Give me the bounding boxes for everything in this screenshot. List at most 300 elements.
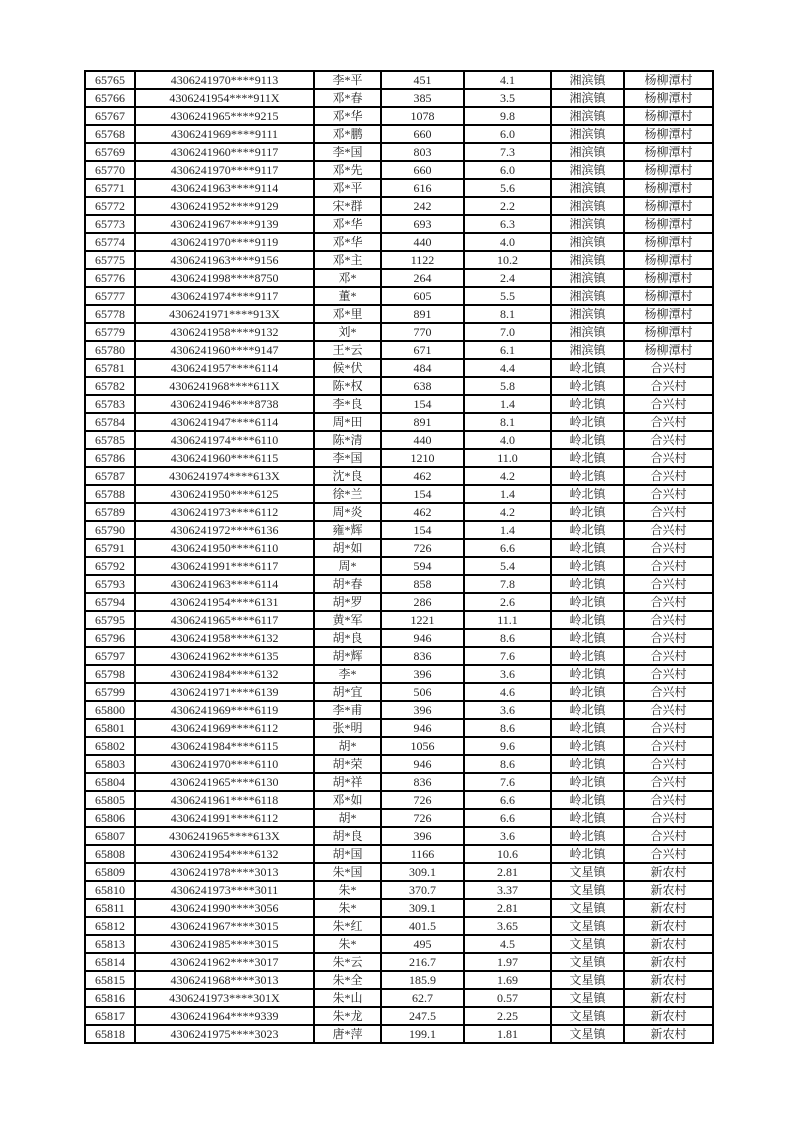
cell-serial-number: 65801 bbox=[85, 719, 135, 737]
cell-town: 湘滨镇 bbox=[551, 89, 624, 107]
cell-village: 合兴村 bbox=[624, 377, 713, 395]
cell-masked-id-number: 4306241954****6132 bbox=[135, 845, 314, 863]
cell-masked-name: 董* bbox=[314, 287, 381, 305]
cell-masked-id-number: 4306241974****9117 bbox=[135, 287, 314, 305]
cell-masked-id-number: 4306241974****6110 bbox=[135, 431, 314, 449]
cell-value-secondary: 6.6 bbox=[464, 809, 551, 827]
cell-value-secondary: 6.6 bbox=[464, 539, 551, 557]
cell-serial-number: 65807 bbox=[85, 827, 135, 845]
cell-masked-name: 胡* bbox=[314, 809, 381, 827]
cell-masked-id-number: 4306241990****3056 bbox=[135, 899, 314, 917]
cell-serial-number: 65770 bbox=[85, 161, 135, 179]
cell-village: 杨柳潭村 bbox=[624, 341, 713, 359]
cell-village: 合兴村 bbox=[624, 359, 713, 377]
cell-serial-number: 65779 bbox=[85, 323, 135, 341]
cell-value-primary: 462 bbox=[381, 503, 464, 521]
cell-masked-id-number: 4306241970****9119 bbox=[135, 233, 314, 251]
cell-value-primary: 836 bbox=[381, 773, 464, 791]
cell-masked-name: 朱*山 bbox=[314, 989, 381, 1007]
cell-masked-id-number: 4306241960****9117 bbox=[135, 143, 314, 161]
cell-value-primary: 216.7 bbox=[381, 953, 464, 971]
cell-village: 合兴村 bbox=[624, 737, 713, 755]
cell-village: 杨柳潭村 bbox=[624, 161, 713, 179]
table-row bbox=[85, 89, 713, 107]
cell-serial-number: 65785 bbox=[85, 431, 135, 449]
cell-value-secondary: 4.4 bbox=[464, 359, 551, 377]
cell-masked-name: 邓*华 bbox=[314, 233, 381, 251]
cell-serial-number: 65804 bbox=[85, 773, 135, 791]
cell-village: 杨柳潭村 bbox=[624, 287, 713, 305]
cell-town: 岭北镇 bbox=[551, 485, 624, 503]
table-row bbox=[85, 323, 713, 341]
cell-value-secondary: 2.81 bbox=[464, 899, 551, 917]
cell-serial-number: 65818 bbox=[85, 1025, 135, 1043]
cell-town: 岭北镇 bbox=[551, 611, 624, 629]
cell-town: 湘滨镇 bbox=[551, 215, 624, 233]
cell-masked-id-number: 4306241998****8750 bbox=[135, 269, 314, 287]
cell-serial-number: 65802 bbox=[85, 737, 135, 755]
cell-masked-id-number: 4306241957****6114 bbox=[135, 359, 314, 377]
cell-value-secondary: 1.81 bbox=[464, 1025, 551, 1043]
cell-value-secondary: 3.6 bbox=[464, 701, 551, 719]
cell-serial-number: 65798 bbox=[85, 665, 135, 683]
cell-masked-id-number: 4306241984****6132 bbox=[135, 665, 314, 683]
cell-masked-id-number: 4306241962****3017 bbox=[135, 953, 314, 971]
cell-serial-number: 65792 bbox=[85, 557, 135, 575]
cell-value-primary: 726 bbox=[381, 791, 464, 809]
cell-value-secondary: 3.5 bbox=[464, 89, 551, 107]
cell-value-secondary: 2.4 bbox=[464, 269, 551, 287]
cell-value-primary: 451 bbox=[381, 71, 464, 89]
cell-masked-name: 唐*萍 bbox=[314, 1025, 381, 1043]
table-row bbox=[85, 395, 713, 413]
table-row bbox=[85, 791, 713, 809]
cell-village: 合兴村 bbox=[624, 449, 713, 467]
cell-serial-number: 65809 bbox=[85, 863, 135, 881]
cell-masked-id-number: 4306241991****6112 bbox=[135, 809, 314, 827]
cell-village: 合兴村 bbox=[624, 611, 713, 629]
cell-serial-number: 65776 bbox=[85, 269, 135, 287]
cell-town: 湘滨镇 bbox=[551, 143, 624, 161]
cell-serial-number: 65790 bbox=[85, 521, 135, 539]
cell-masked-name: 胡*良 bbox=[314, 827, 381, 845]
cell-town: 岭北镇 bbox=[551, 701, 624, 719]
cell-masked-name: 朱* bbox=[314, 935, 381, 953]
cell-masked-id-number: 4306241963****6114 bbox=[135, 575, 314, 593]
cell-value-primary: 671 bbox=[381, 341, 464, 359]
cell-value-primary: 946 bbox=[381, 755, 464, 773]
cell-town: 湘滨镇 bbox=[551, 287, 624, 305]
table-row bbox=[85, 287, 713, 305]
cell-value-primary: 154 bbox=[381, 395, 464, 413]
cell-serial-number: 65771 bbox=[85, 179, 135, 197]
table-row bbox=[85, 755, 713, 773]
cell-value-primary: 616 bbox=[381, 179, 464, 197]
table-row bbox=[85, 881, 713, 899]
table-row bbox=[85, 899, 713, 917]
cell-village: 新农村 bbox=[624, 881, 713, 899]
cell-masked-id-number: 4306241973****6112 bbox=[135, 503, 314, 521]
cell-town: 岭北镇 bbox=[551, 377, 624, 395]
cell-masked-name: 朱*红 bbox=[314, 917, 381, 935]
cell-value-primary: 660 bbox=[381, 161, 464, 179]
cell-town: 岭北镇 bbox=[551, 845, 624, 863]
cell-masked-id-number: 4306241960****6115 bbox=[135, 449, 314, 467]
table-row bbox=[85, 845, 713, 863]
cell-value-secondary: 7.3 bbox=[464, 143, 551, 161]
cell-masked-name: 朱*国 bbox=[314, 863, 381, 881]
cell-town: 岭北镇 bbox=[551, 773, 624, 791]
cell-value-primary: 1210 bbox=[381, 449, 464, 467]
cell-value-secondary: 8.1 bbox=[464, 305, 551, 323]
cell-masked-id-number: 4306241952****9129 bbox=[135, 197, 314, 215]
cell-serial-number: 65766 bbox=[85, 89, 135, 107]
cell-masked-name: 胡*辉 bbox=[314, 647, 381, 665]
cell-masked-name: 李*国 bbox=[314, 143, 381, 161]
cell-value-secondary: 6.0 bbox=[464, 161, 551, 179]
cell-serial-number: 65774 bbox=[85, 233, 135, 251]
cell-village: 合兴村 bbox=[624, 845, 713, 863]
cell-town: 文星镇 bbox=[551, 953, 624, 971]
table-row bbox=[85, 935, 713, 953]
cell-value-primary: 891 bbox=[381, 305, 464, 323]
table-row bbox=[85, 179, 713, 197]
cell-masked-id-number: 4306241963****9156 bbox=[135, 251, 314, 269]
cell-town: 湘滨镇 bbox=[551, 305, 624, 323]
cell-value-secondary: 10.6 bbox=[464, 845, 551, 863]
cell-serial-number: 65782 bbox=[85, 377, 135, 395]
table-row bbox=[85, 593, 713, 611]
cell-town: 岭北镇 bbox=[551, 755, 624, 773]
cell-town: 湘滨镇 bbox=[551, 341, 624, 359]
cell-town: 文星镇 bbox=[551, 863, 624, 881]
table-row bbox=[85, 71, 713, 89]
cell-serial-number: 65768 bbox=[85, 125, 135, 143]
cell-value-secondary: 2.6 bbox=[464, 593, 551, 611]
table-row bbox=[85, 575, 713, 593]
cell-value-secondary: 1.4 bbox=[464, 485, 551, 503]
table-row bbox=[85, 971, 713, 989]
cell-masked-name: 李*良 bbox=[314, 395, 381, 413]
cell-village: 合兴村 bbox=[624, 557, 713, 575]
cell-town: 岭北镇 bbox=[551, 467, 624, 485]
cell-village: 杨柳潭村 bbox=[624, 269, 713, 287]
cell-value-primary: 506 bbox=[381, 683, 464, 701]
cell-village: 杨柳潭村 bbox=[624, 143, 713, 161]
cell-masked-id-number: 4306241984****6115 bbox=[135, 737, 314, 755]
cell-village: 新农村 bbox=[624, 989, 713, 1007]
cell-masked-name: 徐*兰 bbox=[314, 485, 381, 503]
cell-masked-id-number: 4306241978****3013 bbox=[135, 863, 314, 881]
cell-masked-id-number: 4306241958****9132 bbox=[135, 323, 314, 341]
cell-village: 合兴村 bbox=[624, 485, 713, 503]
cell-value-secondary: 7.0 bbox=[464, 323, 551, 341]
cell-masked-name: 胡*祥 bbox=[314, 773, 381, 791]
cell-value-primary: 726 bbox=[381, 539, 464, 557]
cell-town: 岭北镇 bbox=[551, 431, 624, 449]
cell-value-primary: 1221 bbox=[381, 611, 464, 629]
cell-village: 合兴村 bbox=[624, 503, 713, 521]
cell-masked-id-number: 4306241973****3011 bbox=[135, 881, 314, 899]
table-row bbox=[85, 1025, 713, 1043]
cell-value-primary: 247.5 bbox=[381, 1007, 464, 1025]
table-row bbox=[85, 863, 713, 881]
cell-masked-name: 周* bbox=[314, 557, 381, 575]
cell-value-primary: 726 bbox=[381, 809, 464, 827]
cell-village: 杨柳潭村 bbox=[624, 197, 713, 215]
records-table bbox=[84, 70, 714, 1044]
table-row bbox=[85, 647, 713, 665]
table-row bbox=[85, 449, 713, 467]
cell-masked-id-number: 4306241954****6131 bbox=[135, 593, 314, 611]
cell-town: 岭北镇 bbox=[551, 521, 624, 539]
table-row bbox=[85, 719, 713, 737]
cell-town: 岭北镇 bbox=[551, 449, 624, 467]
table-row bbox=[85, 557, 713, 575]
cell-value-secondary: 6.3 bbox=[464, 215, 551, 233]
cell-value-secondary: 2.81 bbox=[464, 863, 551, 881]
cell-serial-number: 65767 bbox=[85, 107, 135, 125]
cell-masked-name: 邓*主 bbox=[314, 251, 381, 269]
cell-serial-number: 65769 bbox=[85, 143, 135, 161]
cell-town: 湘滨镇 bbox=[551, 179, 624, 197]
cell-value-secondary: 3.37 bbox=[464, 881, 551, 899]
cell-masked-id-number: 4306241985****3015 bbox=[135, 935, 314, 953]
cell-serial-number: 65794 bbox=[85, 593, 135, 611]
cell-masked-name: 黄*军 bbox=[314, 611, 381, 629]
cell-masked-id-number: 4306241961****6118 bbox=[135, 791, 314, 809]
cell-value-secondary: 2.25 bbox=[464, 1007, 551, 1025]
cell-serial-number: 65773 bbox=[85, 215, 135, 233]
table-row bbox=[85, 431, 713, 449]
cell-serial-number: 65816 bbox=[85, 989, 135, 1007]
cell-village: 合兴村 bbox=[624, 773, 713, 791]
cell-value-primary: 396 bbox=[381, 665, 464, 683]
cell-masked-name: 候*伏 bbox=[314, 359, 381, 377]
cell-masked-name: 胡*如 bbox=[314, 539, 381, 557]
cell-town: 岭北镇 bbox=[551, 809, 624, 827]
cell-masked-id-number: 4306241963****9114 bbox=[135, 179, 314, 197]
table-row bbox=[85, 215, 713, 233]
cell-value-primary: 62.7 bbox=[381, 989, 464, 1007]
cell-value-secondary: 3.65 bbox=[464, 917, 551, 935]
cell-village: 合兴村 bbox=[624, 791, 713, 809]
cell-village: 杨柳潭村 bbox=[624, 251, 713, 269]
cell-serial-number: 65796 bbox=[85, 629, 135, 647]
cell-value-secondary: 5.4 bbox=[464, 557, 551, 575]
cell-serial-number: 65808 bbox=[85, 845, 135, 863]
cell-value-primary: 638 bbox=[381, 377, 464, 395]
cell-village: 杨柳潭村 bbox=[624, 323, 713, 341]
table-row bbox=[85, 737, 713, 755]
cell-masked-id-number: 4306241965****6117 bbox=[135, 611, 314, 629]
table-row bbox=[85, 611, 713, 629]
cell-masked-id-number: 4306241954****911X bbox=[135, 89, 314, 107]
table-row bbox=[85, 269, 713, 287]
cell-masked-name: 邓*华 bbox=[314, 107, 381, 125]
cell-village: 杨柳潭村 bbox=[624, 71, 713, 89]
cell-masked-id-number: 4306241968****3013 bbox=[135, 971, 314, 989]
cell-value-secondary: 5.5 bbox=[464, 287, 551, 305]
cell-village: 合兴村 bbox=[624, 593, 713, 611]
cell-serial-number: 65806 bbox=[85, 809, 135, 827]
cell-masked-id-number: 4306241960****9147 bbox=[135, 341, 314, 359]
cell-masked-id-number: 4306241967****9139 bbox=[135, 215, 314, 233]
cell-masked-id-number: 4306241970****9117 bbox=[135, 161, 314, 179]
cell-village: 新农村 bbox=[624, 935, 713, 953]
cell-village: 合兴村 bbox=[624, 683, 713, 701]
cell-masked-name: 邓*如 bbox=[314, 791, 381, 809]
cell-masked-id-number: 4306241975****3023 bbox=[135, 1025, 314, 1043]
cell-serial-number: 65783 bbox=[85, 395, 135, 413]
cell-value-secondary: 8.1 bbox=[464, 413, 551, 431]
cell-serial-number: 65797 bbox=[85, 647, 135, 665]
cell-village: 新农村 bbox=[624, 1007, 713, 1025]
cell-masked-id-number: 4306241974****613X bbox=[135, 467, 314, 485]
cell-town: 文星镇 bbox=[551, 899, 624, 917]
cell-value-secondary: 11.0 bbox=[464, 449, 551, 467]
cell-masked-name: 邓* bbox=[314, 269, 381, 287]
cell-town: 湘滨镇 bbox=[551, 251, 624, 269]
cell-serial-number: 65814 bbox=[85, 953, 135, 971]
cell-masked-name: 胡*荣 bbox=[314, 755, 381, 773]
cell-masked-id-number: 4306241991****6117 bbox=[135, 557, 314, 575]
table-row bbox=[85, 197, 713, 215]
cell-value-primary: 484 bbox=[381, 359, 464, 377]
cell-value-primary: 605 bbox=[381, 287, 464, 305]
cell-value-secondary: 4.6 bbox=[464, 683, 551, 701]
cell-village: 新农村 bbox=[624, 1025, 713, 1043]
cell-town: 岭北镇 bbox=[551, 359, 624, 377]
cell-town: 湘滨镇 bbox=[551, 161, 624, 179]
cell-value-secondary: 7.8 bbox=[464, 575, 551, 593]
cell-value-secondary: 0.57 bbox=[464, 989, 551, 1007]
cell-value-primary: 309.1 bbox=[381, 899, 464, 917]
cell-serial-number: 65799 bbox=[85, 683, 135, 701]
cell-masked-id-number: 4306241969****6112 bbox=[135, 719, 314, 737]
cell-value-primary: 946 bbox=[381, 629, 464, 647]
cell-value-secondary: 2.2 bbox=[464, 197, 551, 215]
cell-value-primary: 1166 bbox=[381, 845, 464, 863]
table-body bbox=[85, 71, 713, 1043]
cell-value-primary: 495 bbox=[381, 935, 464, 953]
cell-town: 湘滨镇 bbox=[551, 323, 624, 341]
cell-masked-name: 李*平 bbox=[314, 71, 381, 89]
cell-serial-number: 65778 bbox=[85, 305, 135, 323]
cell-masked-id-number: 4306241962****6135 bbox=[135, 647, 314, 665]
cell-masked-name: 李* bbox=[314, 665, 381, 683]
cell-value-primary: 1056 bbox=[381, 737, 464, 755]
cell-value-secondary: 5.8 bbox=[464, 377, 551, 395]
cell-masked-id-number: 4306241973****301X bbox=[135, 989, 314, 1007]
cell-value-primary: 385 bbox=[381, 89, 464, 107]
cell-value-primary: 462 bbox=[381, 467, 464, 485]
cell-masked-name: 胡* bbox=[314, 737, 381, 755]
cell-masked-id-number: 4306241965****9215 bbox=[135, 107, 314, 125]
cell-serial-number: 65800 bbox=[85, 701, 135, 719]
cell-value-secondary: 4.0 bbox=[464, 431, 551, 449]
cell-value-secondary: 8.6 bbox=[464, 755, 551, 773]
cell-serial-number: 65811 bbox=[85, 899, 135, 917]
cell-value-secondary: 4.5 bbox=[464, 935, 551, 953]
cell-serial-number: 65817 bbox=[85, 1007, 135, 1025]
cell-village: 合兴村 bbox=[624, 431, 713, 449]
cell-serial-number: 65805 bbox=[85, 791, 135, 809]
cell-value-primary: 836 bbox=[381, 647, 464, 665]
cell-masked-name: 陈*权 bbox=[314, 377, 381, 395]
cell-village: 合兴村 bbox=[624, 701, 713, 719]
cell-value-secondary: 10.2 bbox=[464, 251, 551, 269]
cell-town: 湘滨镇 bbox=[551, 107, 624, 125]
cell-town: 岭北镇 bbox=[551, 413, 624, 431]
table-row bbox=[85, 773, 713, 791]
table-row bbox=[85, 539, 713, 557]
cell-value-primary: 264 bbox=[381, 269, 464, 287]
cell-value-secondary: 8.6 bbox=[464, 629, 551, 647]
cell-masked-id-number: 4306241970****9113 bbox=[135, 71, 314, 89]
cell-value-primary: 1078 bbox=[381, 107, 464, 125]
cell-town: 岭北镇 bbox=[551, 665, 624, 683]
cell-village: 合兴村 bbox=[624, 575, 713, 593]
table-row bbox=[85, 125, 713, 143]
cell-serial-number: 65775 bbox=[85, 251, 135, 269]
cell-masked-name: 王*云 bbox=[314, 341, 381, 359]
cell-masked-name: 朱* bbox=[314, 899, 381, 917]
cell-masked-name: 邓*平 bbox=[314, 179, 381, 197]
cell-masked-name: 雍*辉 bbox=[314, 521, 381, 539]
cell-village: 合兴村 bbox=[624, 395, 713, 413]
table-row bbox=[85, 827, 713, 845]
cell-masked-name: 胡*良 bbox=[314, 629, 381, 647]
cell-masked-id-number: 4306241970****6110 bbox=[135, 755, 314, 773]
table-row bbox=[85, 107, 713, 125]
table-row bbox=[85, 251, 713, 269]
cell-village: 新农村 bbox=[624, 971, 713, 989]
table-row bbox=[85, 701, 713, 719]
cell-serial-number: 65780 bbox=[85, 341, 135, 359]
cell-value-primary: 396 bbox=[381, 701, 464, 719]
cell-masked-id-number: 4306241958****6132 bbox=[135, 629, 314, 647]
cell-village: 杨柳潭村 bbox=[624, 305, 713, 323]
cell-village: 新农村 bbox=[624, 917, 713, 935]
cell-value-primary: 286 bbox=[381, 593, 464, 611]
cell-serial-number: 65781 bbox=[85, 359, 135, 377]
cell-town: 岭北镇 bbox=[551, 647, 624, 665]
table-row bbox=[85, 989, 713, 1007]
cell-value-primary: 199.1 bbox=[381, 1025, 464, 1043]
table-row bbox=[85, 665, 713, 683]
cell-village: 合兴村 bbox=[624, 755, 713, 773]
cell-village: 合兴村 bbox=[624, 665, 713, 683]
cell-value-primary: 1122 bbox=[381, 251, 464, 269]
cell-town: 岭北镇 bbox=[551, 575, 624, 593]
cell-village: 杨柳潭村 bbox=[624, 179, 713, 197]
cell-masked-name: 周*炎 bbox=[314, 503, 381, 521]
table-row bbox=[85, 917, 713, 935]
cell-village: 合兴村 bbox=[624, 413, 713, 431]
table-row bbox=[85, 809, 713, 827]
cell-village: 新农村 bbox=[624, 863, 713, 881]
cell-value-secondary: 9.6 bbox=[464, 737, 551, 755]
cell-value-secondary: 9.8 bbox=[464, 107, 551, 125]
cell-value-secondary: 5.6 bbox=[464, 179, 551, 197]
cell-value-primary: 858 bbox=[381, 575, 464, 593]
cell-serial-number: 65765 bbox=[85, 71, 135, 89]
cell-town: 文星镇 bbox=[551, 1007, 624, 1025]
cell-value-secondary: 6.1 bbox=[464, 341, 551, 359]
cell-value-secondary: 4.2 bbox=[464, 467, 551, 485]
cell-masked-id-number: 4306241969****9111 bbox=[135, 125, 314, 143]
